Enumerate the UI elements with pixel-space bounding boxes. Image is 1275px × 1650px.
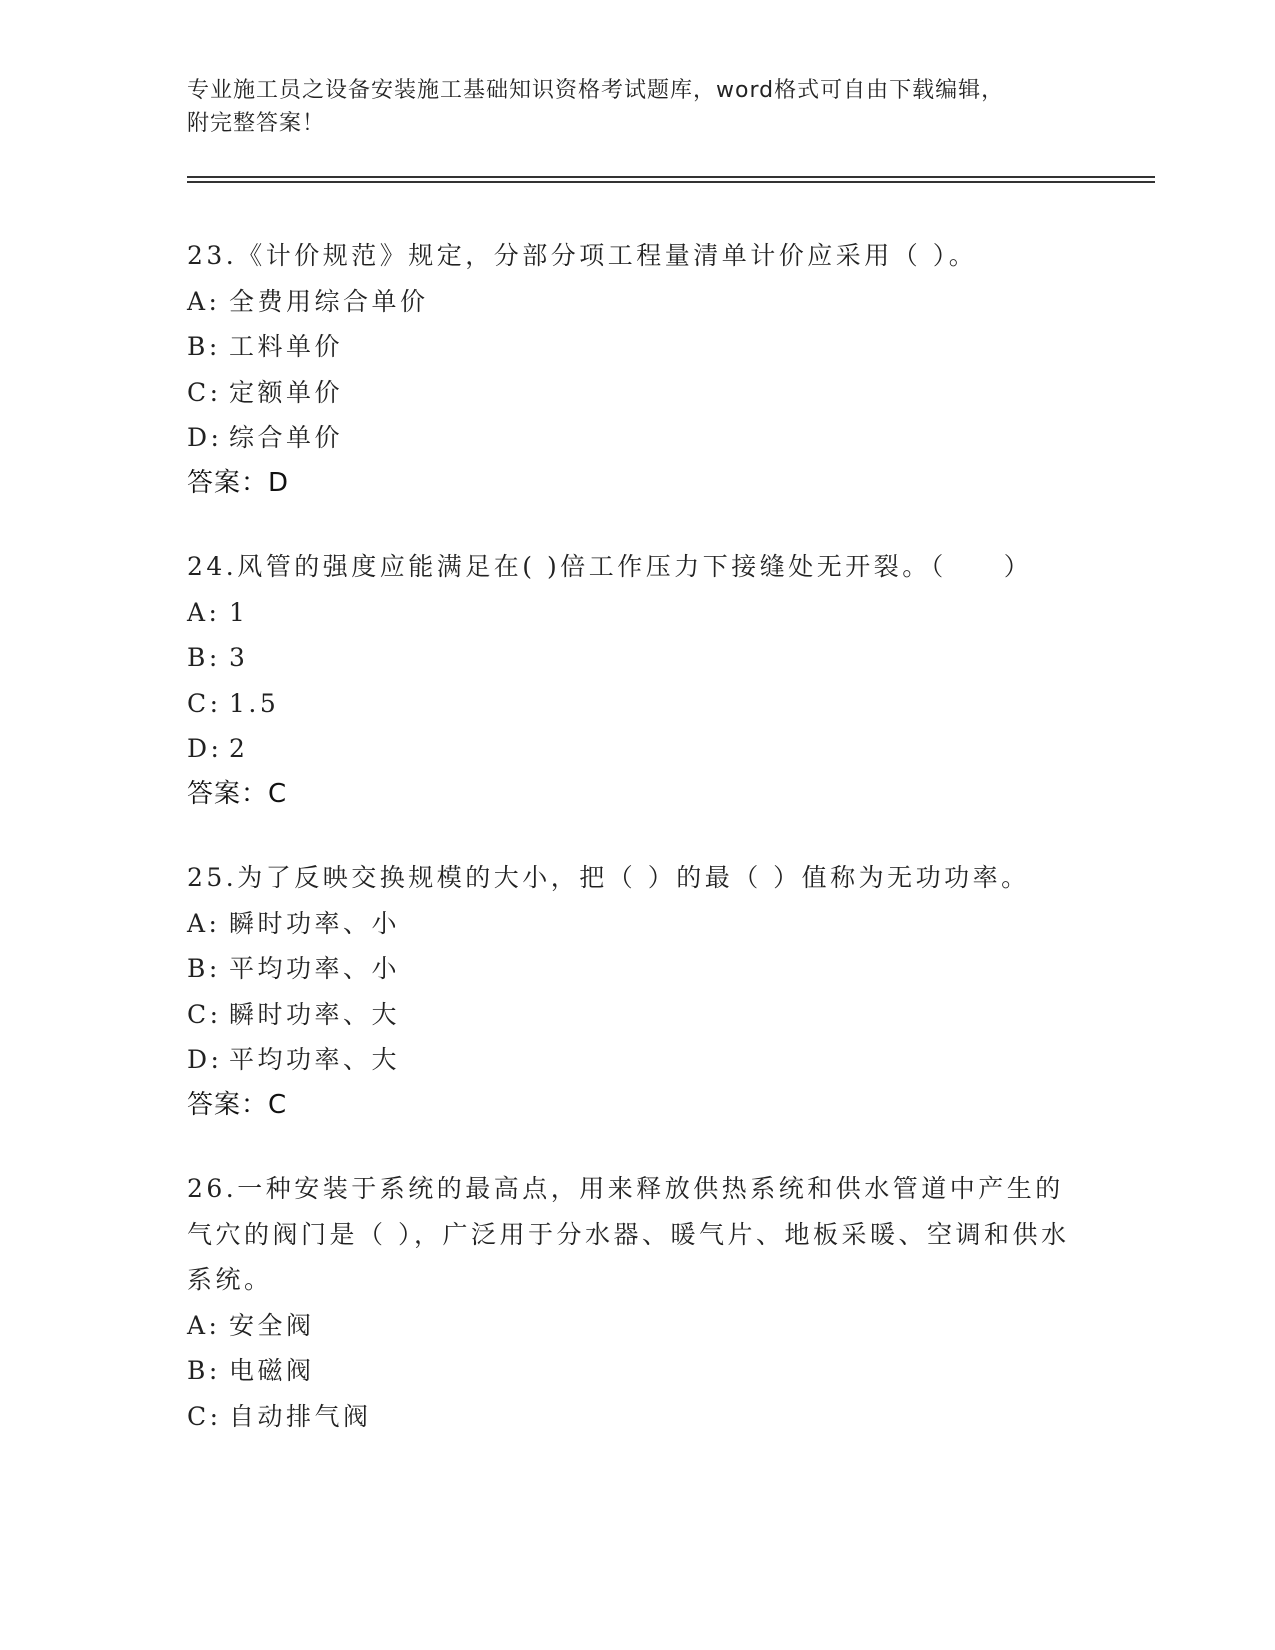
option-b (187, 635, 1087, 681)
option-key: C: (187, 1401, 222, 1431)
answer-line: 答案：C (187, 778, 288, 809)
option-key: B: (187, 643, 221, 672)
option-text: 平均功率、小 (229, 954, 401, 983)
header-divider-top (187, 176, 1155, 178)
header-divider-bottom (187, 181, 1155, 183)
option-key: D: (187, 1045, 223, 1074)
option-key: B: (187, 1356, 221, 1385)
option-key: D: (187, 423, 223, 452)
answer-line: 答案：D (187, 467, 290, 498)
question-26 (187, 1166, 1087, 1439)
question-24 (187, 544, 1087, 817)
option-b (187, 1348, 1087, 1394)
option-text: 综合单价 (229, 423, 344, 452)
header-title-line-1: 专业施工员之设备安装施工基础知识资格考试题库，word格式可自由下载编辑， (187, 78, 1005, 103)
option-d (187, 415, 1087, 461)
option-text: 自动排气阀 (229, 1401, 372, 1431)
document-header (187, 74, 1087, 140)
option-key: C: (187, 999, 222, 1029)
option-text: 定额单价 (229, 377, 344, 407)
option-key: A: (187, 1310, 221, 1340)
option-d (187, 726, 1087, 772)
header-title-line-2: 附完整答案！ (187, 111, 326, 136)
option-b (187, 324, 1087, 370)
option-text: 瞬时功率、大 (229, 999, 401, 1029)
option-key: D: (187, 734, 223, 763)
option-text: 平均功率、大 (229, 1045, 401, 1074)
question-23 (187, 233, 1087, 506)
option-c (187, 992, 1087, 1038)
option-a (187, 279, 1087, 325)
option-key: B: (187, 332, 221, 361)
question-stem: 24.风管的强度应能满足在( )倍工作压力下接缝处无开裂。（ ） (187, 552, 1033, 581)
option-key: C: (187, 377, 222, 407)
answer-line: 答案：C (187, 1089, 288, 1120)
option-c (187, 1394, 1087, 1440)
option-key: A: (187, 908, 221, 938)
question-stem: 26.一种安装于系统的最高点，用来释放供热系统和供水管道中产生的气穴的阀门是（ ），广泛用于分水器、暖气片、地板采暖、空调和供水系统。 (187, 1174, 1070, 1294)
option-text: 瞬时功率、小 (229, 908, 401, 938)
option-text: 2 (229, 734, 249, 763)
option-c (187, 370, 1087, 416)
option-d (187, 1037, 1087, 1083)
question-stem: 23.《计价规范》规定，分部分项工程量清单计价应采用（ ）。 (187, 241, 978, 270)
option-c (187, 681, 1087, 727)
option-key: A: (187, 597, 221, 627)
option-text: 1 (229, 597, 249, 627)
option-text: 电磁阀 (229, 1356, 315, 1385)
option-text: 全费用综合单价 (229, 286, 429, 316)
question-list (187, 233, 1087, 1477)
option-key: C: (187, 688, 222, 718)
option-b (187, 946, 1087, 992)
option-a (187, 1303, 1087, 1349)
option-text: 工料单价 (229, 332, 344, 361)
question-stem: 25.为了反映交换规模的大小，把（ ）的最（ ）值称为无功功率。 (187, 863, 1030, 892)
question-25 (187, 855, 1087, 1128)
option-text: 安全阀 (229, 1310, 315, 1340)
option-key: B: (187, 954, 221, 983)
option-text: 3 (229, 643, 249, 672)
option-a (187, 590, 1087, 636)
option-a (187, 901, 1087, 947)
option-text: 1.5 (229, 688, 280, 718)
option-key: A: (187, 286, 221, 316)
